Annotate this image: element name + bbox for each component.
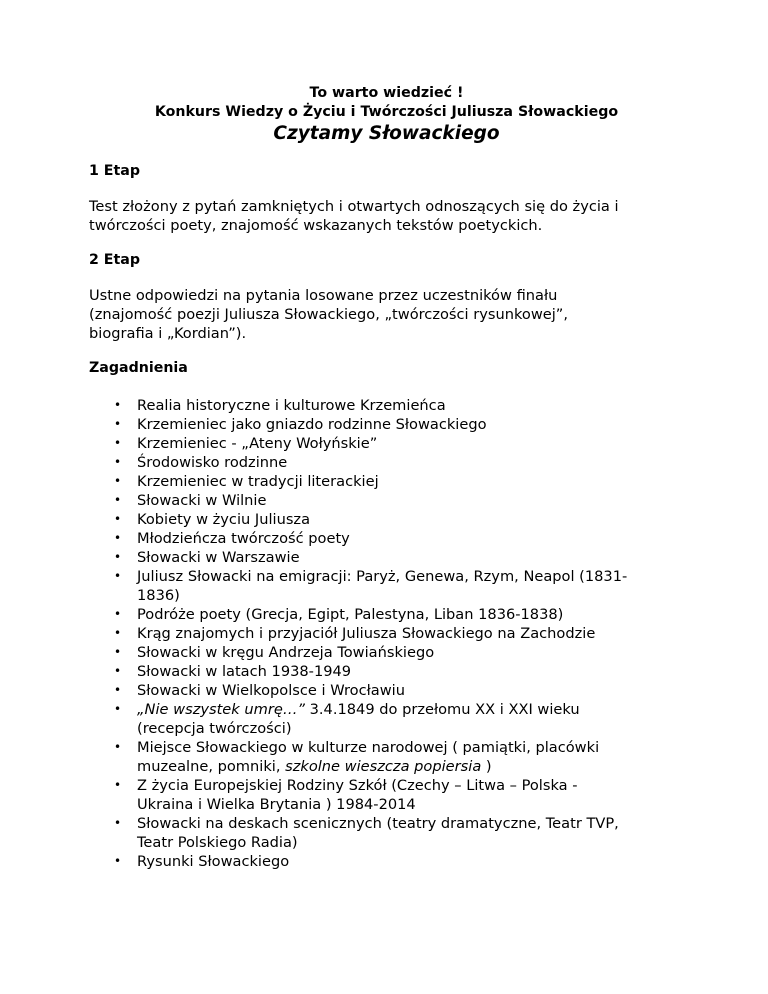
stage1-line: Test złożony z pytań zamkniętych i otwartych odnoszących się do życia i <box>89 198 619 215</box>
list-item <box>89 396 692 415</box>
quote-title: „Nie wszystek umrę…” <box>137 701 305 718</box>
bullet-icon: • <box>114 474 122 488</box>
document-header <box>81 84 692 145</box>
bullet-icon: • <box>114 664 122 678</box>
bullet-icon: • <box>114 512 122 526</box>
bullet-icon: • <box>114 645 122 659</box>
bullet-icon: • <box>114 854 122 868</box>
list-item-text: Krzemieniec w tradycji literackiej <box>137 473 379 490</box>
list-item <box>89 776 692 814</box>
script-title: Czytamy Słowackiego <box>273 123 500 144</box>
list-item-text: Rysunki Słowackiego <box>137 853 290 870</box>
list-item <box>89 548 692 567</box>
list-item-text: Młodzieńcza twórczość poety <box>137 530 350 547</box>
list-item-text: Krąg znajomych i przyjaciół Juliusza Słowackiego na Zachodzie <box>137 625 596 642</box>
stage1-description <box>89 197 692 235</box>
list-item-text: Podróże poety (Grecja, Egipt, Palestyna, Liban 1836-1838) <box>137 606 564 623</box>
bullet-icon: • <box>114 702 122 716</box>
list-item-text: (recepcja twórczości) <box>137 720 292 737</box>
list-item <box>89 453 692 472</box>
list-item <box>89 415 692 434</box>
list-item <box>89 491 692 510</box>
bullet-icon: • <box>114 493 122 507</box>
list-item-text: Słowacki w Wielkopolsce i Wrocławiu <box>137 682 405 699</box>
bullet-icon: • <box>114 455 122 469</box>
list-item <box>89 529 692 548</box>
list-item <box>89 472 692 491</box>
list-item <box>89 681 692 700</box>
list-item-text: Słowacki w kręgu Andrzeja Towiańskiego <box>137 644 435 661</box>
list-item-text: Teatr Polskiego Radia) <box>137 834 298 851</box>
bullet-icon: • <box>114 531 122 545</box>
stage2-heading: 2 Etap <box>89 252 141 268</box>
list-item-text: muzealne, pomniki, <box>137 758 286 775</box>
bullet-icon: • <box>114 550 122 564</box>
bullet-icon: • <box>114 436 122 450</box>
list-item-text: Słowacki w Wilnie <box>137 492 267 509</box>
list-item <box>89 852 692 871</box>
list-item <box>89 643 692 662</box>
list-item-text: Ukraina i Wielka Brytania ) 1984-2014 <box>137 796 416 813</box>
list-item-text: ) <box>481 758 492 775</box>
stage1-line: twórczości poety, znajomość wskazanych tekstów poetyckich. <box>89 217 543 234</box>
list-item <box>89 567 692 605</box>
stage1-heading: 1 Etap <box>89 163 141 179</box>
list-item-text: Z życia Europejskiej Rodziny Szkół (Czechy – Litwa – Polska - <box>137 777 578 794</box>
stage2-line: Ustne odpowiedzi na pytania losowane przez uczestników finału <box>89 287 558 304</box>
topics-list <box>89 396 692 871</box>
list-item-text: Środowisko rodzinne <box>137 454 288 471</box>
bullet-icon: • <box>114 683 122 697</box>
stage2-line: biografia i „Kordian”). <box>89 325 247 342</box>
list-item <box>89 814 692 852</box>
list-item-text: Kobiety w życiu Juliusza <box>137 511 311 528</box>
bullet-icon: • <box>114 626 122 640</box>
list-item-text: Krzemieniec - „Ateny Wołyńskie” <box>137 435 378 452</box>
list-item <box>89 434 692 453</box>
list-item-text: Słowacki w latach 1938-1949 <box>137 663 352 680</box>
bullet-icon: • <box>114 607 122 621</box>
stage2-line: (znajomość poezji Juliusza Słowackiego, „twórczości rysunkowej”, <box>89 306 568 323</box>
pre-title: To warto wiedzieć ! <box>309 85 464 101</box>
bullet-icon: • <box>114 417 122 431</box>
list-item <box>89 624 692 643</box>
list-item-text: Miejsce Słowackiego w kulturze narodowej ( pamiątki, placówki <box>137 739 600 756</box>
list-item <box>89 605 692 624</box>
bullet-icon: • <box>114 398 122 412</box>
list-item-text: Słowacki w Warszawie <box>137 549 300 566</box>
list-item-text: Realia historyczne i kulturowe Krzemieńca <box>137 397 446 414</box>
bullet-icon: • <box>114 816 122 830</box>
stage2-description <box>89 286 692 343</box>
list-item-text: 3.4.1849 do przełomu XX i XXI wieku <box>304 701 580 718</box>
list-item <box>89 738 692 776</box>
list-item-text: 1836) <box>137 587 180 604</box>
italic-phrase: szkolne wieszcza popiersia <box>285 758 482 775</box>
list-item <box>89 700 692 738</box>
contest-title: Konkurs Wiedzy o Życiu i Twórczości Juliusza Słowackiego <box>154 104 619 120</box>
list-item-text: Juliusz Słowacki na emigracji: Paryż, Genewa, Rzym, Neapol (1831- <box>137 568 628 585</box>
topics-heading: Zagadnienia <box>89 360 188 376</box>
list-item <box>89 662 692 681</box>
bullet-icon: • <box>114 569 122 583</box>
bullet-icon: • <box>114 740 122 754</box>
list-item <box>89 510 692 529</box>
list-item-text: Słowacki na deskach scenicznych (teatry dramatyczne, Teatr TVP, <box>137 815 619 832</box>
bullet-icon: • <box>114 778 122 792</box>
list-item-text: Krzemieniec jako gniazdo rodzinne Słowackiego <box>137 416 487 433</box>
